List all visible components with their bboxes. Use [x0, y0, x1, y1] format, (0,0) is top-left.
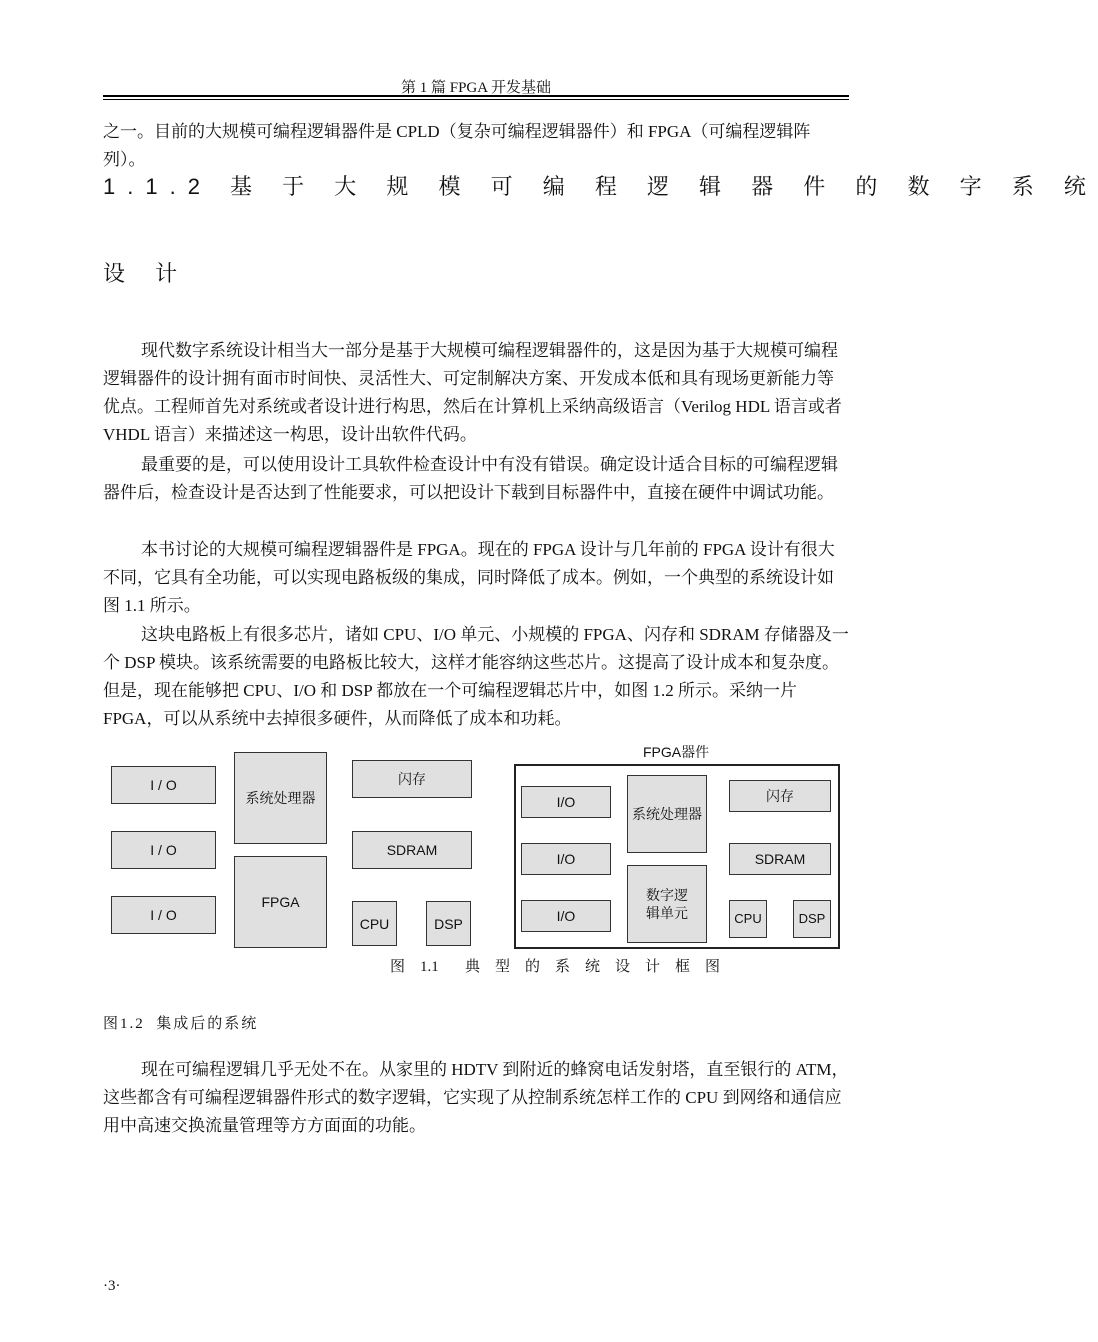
fig1-flash-box: 闪存	[352, 760, 472, 798]
fig1-dsp-box: DSP	[426, 901, 471, 946]
fig2-cpu-box: CPU	[729, 900, 767, 938]
fig2-io-box: I/O	[521, 786, 611, 818]
fig2-io-box: I/O	[521, 843, 611, 875]
body-paragraph: 这块电路板上有很多芯片，诸如 CPU、I/O 单元、小规模的 FPGA、闪存和 SDRAM 存储器及一个 DSP 模块。该系统需要的电路板比较大，这样才能容纳这些芯片。这提高了设计成本和复杂度。但是，现在能够把 CPU、I/O 和 DSP 都放在一个可编程逻辑芯片中，如图 1.2 所示。采纳一片 FPGA，可以从系统中去掉很多硬件，从而降低了成本和功耗。	[103, 625, 849, 728]
intro-paragraph: 之一。目前的大规模可编程逻辑器件是 CPLD（复杂可编程逻辑器件）和 FPGA（可编程逻辑阵列）。	[103, 122, 811, 169]
body-paragraph: 本书讨论的大规模可编程逻辑器件是 FPGA。现在的 FPGA 设计与几年前的 FPGA 设计有很大不同，它具有全功能，可以实现电路板级的集成，同时降低了成本。例如，一个典型的系统设计如图 1.1 所示。	[103, 540, 835, 615]
fig2-io-box: I/O	[521, 900, 611, 932]
figure-diagrams	[103, 742, 863, 982]
closing-paragraph: 现在可编程逻辑几乎无处不在。从家里的 HDTV 到附近的蜂窝电话发射塔，直至银行的 ATM，这些都含有可编程逻辑器件形式的数字逻辑，它实现了从控制系统怎样工作的 CPU 到网络和通信应用中高速交换流量管理等方方面面的功能。	[103, 1060, 849, 1135]
running-header: 第 1 篇 FPGA 开发基础	[400, 80, 552, 96]
fig2-dsp-box: DSP	[793, 900, 831, 938]
header-rule-thick	[103, 95, 849, 97]
page-number: ·3·	[103, 1278, 121, 1294]
fig2-sdram-box: SDRAM	[729, 843, 831, 875]
fig1-system-processor-box: 系统处理器	[234, 752, 327, 844]
fig1-sdram-box: SDRAM	[352, 831, 472, 869]
fig1-io-box: I / O	[111, 831, 216, 869]
fig2-digital-logic-box: 数字逻辑单元	[627, 865, 707, 943]
section-heading: 1.1.2 基 于 大 规 模 可 编 程 逻 辑 器 件 的 数 字 系 统	[103, 174, 1098, 199]
body-paragraph: 最重要的是，可以使用设计工具软件检查设计中有没有错误。确定设计适合目标的可编程逻辑器件后，检查设计是否达到了性能要求，可以把设计下载到目标器件中，直接在硬件中调试功能。	[103, 455, 838, 502]
body-paragraph: 现代数字系统设计相当大一部分是基于大规模可编程逻辑器件的，这是因为基于大规模可编程逻辑器件的设计拥有面市时间快、灵活性大、可定制解决方案、开发成本低和具有现场更新能力等优点。工程师首先对系统或者设计进行构思，然后在计算机上采纳高级语言（Verilog HDL 语言或者 VHDL 语言）来描述这一构思，设计出软件代码。	[103, 341, 842, 444]
fig1-io-box: I / O	[111, 896, 216, 934]
figure-caption-1-2: 图1.2 集成后的系统	[103, 1016, 259, 1032]
fig1-cpu-box: CPU	[352, 901, 397, 946]
figure-caption-1-1: 图 1.1 典 型 的 系 统 设 计 框 图	[390, 959, 721, 975]
header-rule-thin	[103, 99, 849, 100]
section-heading-continued: 设 计	[103, 261, 190, 286]
fig2-title: FPGA器件	[643, 744, 710, 760]
fig1-io-box: I / O	[111, 766, 216, 804]
fig2-flash-box: 闪存	[729, 780, 831, 812]
fig1-fpga-box: FPGA	[234, 856, 327, 948]
fig2-system-processor-box: 系统处理器	[627, 775, 707, 853]
